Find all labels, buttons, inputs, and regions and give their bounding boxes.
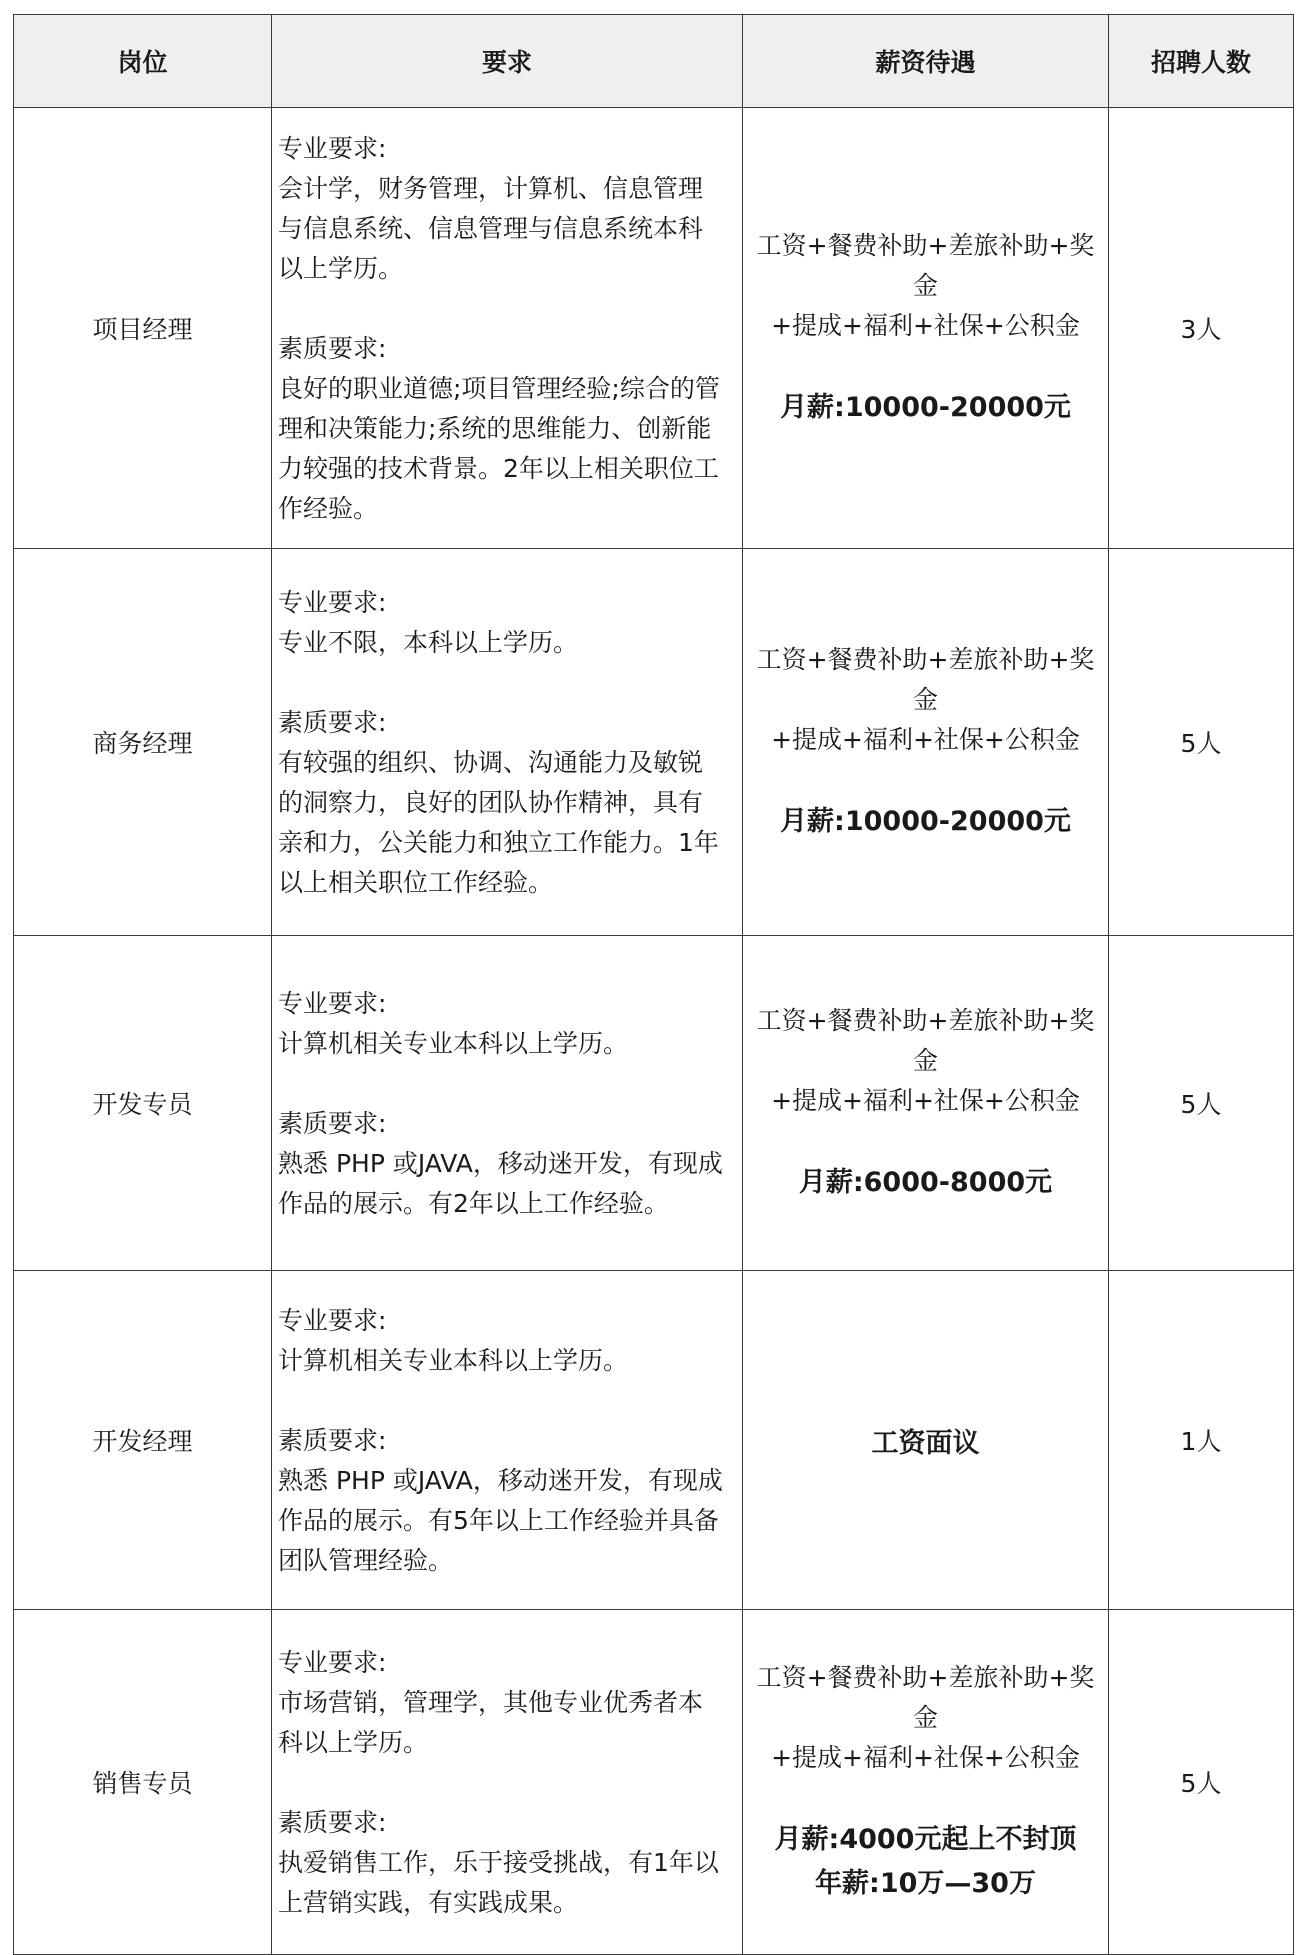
blank-line xyxy=(278,1381,736,1421)
requirement-line: 的洞察力，良好的团队协作精神，具有 xyxy=(278,788,704,817)
requirement-line: 素质要求: xyxy=(278,334,387,363)
blank-line xyxy=(747,1778,1104,1818)
recruitment-table xyxy=(13,14,1294,1955)
requirement-line: 团队管理经验。 xyxy=(278,1546,454,1575)
requirement-line: 熟悉 PHP 或JAVA，移动迷开发，有现成 xyxy=(278,1466,723,1495)
salary-amount: 月薪:4000元起上不封顶 xyxy=(774,1824,1077,1855)
header-requirements: 要求 xyxy=(272,15,743,108)
salary-amount: 月薪:6000-8000元 xyxy=(798,1167,1053,1198)
salary-cell xyxy=(743,549,1109,936)
requirement-line: 良好的职业道德;项目管理经验;综合的管 xyxy=(278,374,720,403)
requirement-line: 科以上学历。 xyxy=(278,1728,429,1757)
requirement-line: 计算机相关专业本科以上学历。 xyxy=(278,1029,629,1058)
salary-amount: 月薪:10000-20000元 xyxy=(780,392,1071,423)
requirement-line: 专业要求: xyxy=(278,134,387,163)
requirement-line: 与信息系统、信息管理与信息系统本科 xyxy=(278,214,704,243)
requirement-line: 素质要求: xyxy=(278,708,387,737)
requirement-line: 专业要求: xyxy=(278,989,387,1018)
requirement-line: 执爱销售工作，乐于接受挑战，有1年以 xyxy=(278,1848,719,1877)
salary-benefit-line: +提成+福利+社保+公积金 xyxy=(771,311,1080,340)
count-cell: 5人 xyxy=(1109,1610,1294,1955)
requirement-line: 理和决策能力;系统的思维能力、创新能 xyxy=(278,414,712,443)
requirement-line: 以上学历。 xyxy=(278,254,404,283)
header-row xyxy=(14,15,1294,108)
requirement-line: 作品的展示。有2年以上工作经验。 xyxy=(278,1189,669,1218)
requirement-line: 素质要求: xyxy=(278,1426,387,1455)
requirement-line: 有较强的组织、协调、沟通能力及敏锐 xyxy=(278,748,704,777)
count-cell: 5人 xyxy=(1109,549,1294,936)
header-position: 岗位 xyxy=(14,15,272,108)
salary-negotiable: 工资面议 xyxy=(871,1427,980,1459)
salary-cell xyxy=(743,1610,1109,1955)
requirement-line: 素质要求: xyxy=(278,1109,387,1138)
blank-line xyxy=(278,1064,736,1104)
salary-cell xyxy=(743,1271,1109,1610)
requirement-line: 市场营销，管理学，其他专业优秀者本 xyxy=(278,1688,704,1717)
requirement-line: 会计学，财务管理，计算机、信息管理 xyxy=(278,174,704,203)
position-cell: 项目经理 xyxy=(14,108,272,549)
header-count: 招聘人数 xyxy=(1109,15,1294,108)
salary-benefit-line: 工资+餐费补助+差旅补助+奖金 xyxy=(756,645,1095,714)
requirements-cell xyxy=(272,936,743,1271)
salary-benefit-line: 工资+餐费补助+差旅补助+奖金 xyxy=(756,1006,1095,1075)
position-cell: 开发专员 xyxy=(14,936,272,1271)
blank-line xyxy=(747,1121,1104,1161)
salary-cell xyxy=(743,936,1109,1271)
salary-amount: 年薪:10万—30万 xyxy=(815,1868,1036,1899)
requirement-line: 上营销实践，有实践成果。 xyxy=(278,1888,579,1917)
requirement-line: 熟悉 PHP 或JAVA，移动迷开发，有现成 xyxy=(278,1149,723,1178)
requirement-line: 力较强的技术背景。2年以上相关职位工 xyxy=(278,454,719,483)
salary-benefit-line: 工资+餐费补助+差旅补助+奖金 xyxy=(756,231,1095,300)
requirement-line: 专业不限，本科以上学历。 xyxy=(278,628,579,657)
blank-line xyxy=(278,1763,736,1803)
requirement-line: 专业要求: xyxy=(278,588,387,617)
position-cell: 销售专员 xyxy=(14,1610,272,1955)
count-cell: 5人 xyxy=(1109,936,1294,1271)
salary-cell xyxy=(743,108,1109,549)
blank-line xyxy=(747,760,1104,800)
table-row xyxy=(14,1610,1294,1955)
salary-amount: 月薪:10000-20000元 xyxy=(780,806,1071,837)
table-row xyxy=(14,549,1294,936)
table-row xyxy=(14,936,1294,1271)
requirement-line: 以上相关职位工作经验。 xyxy=(278,868,554,897)
requirement-line: 作品的展示。有5年以上工作经验并具备 xyxy=(278,1506,719,1535)
salary-benefit-line: +提成+福利+社保+公积金 xyxy=(771,725,1080,754)
requirement-line: 专业要求: xyxy=(278,1306,387,1335)
requirement-line: 专业要求: xyxy=(278,1648,387,1677)
count-cell: 1人 xyxy=(1109,1271,1294,1610)
requirement-line: 亲和力，公关能力和独立工作能力。1年 xyxy=(278,828,719,857)
requirement-line: 作经验。 xyxy=(278,494,379,523)
table-row xyxy=(14,108,1294,549)
salary-benefit-line: +提成+福利+社保+公积金 xyxy=(771,1086,1080,1115)
table-row xyxy=(14,1271,1294,1610)
blank-line xyxy=(278,663,736,703)
requirement-line: 计算机相关专业本科以上学历。 xyxy=(278,1346,629,1375)
position-cell: 商务经理 xyxy=(14,549,272,936)
blank-line xyxy=(747,346,1104,386)
header-salary: 薪资待遇 xyxy=(743,15,1109,108)
salary-benefit-line: +提成+福利+社保+公积金 xyxy=(771,1743,1080,1772)
table-body xyxy=(14,108,1294,1955)
requirements-cell xyxy=(272,1271,743,1610)
requirement-line: 素质要求: xyxy=(278,1808,387,1837)
position-cell: 开发经理 xyxy=(14,1271,272,1610)
blank-line xyxy=(278,289,736,329)
recruitment-table-wrapper xyxy=(13,14,1293,1955)
requirements-cell xyxy=(272,108,743,549)
requirements-cell xyxy=(272,1610,743,1955)
count-cell: 3人 xyxy=(1109,108,1294,549)
requirements-cell xyxy=(272,549,743,936)
salary-benefit-line: 工资+餐费补助+差旅补助+奖金 xyxy=(756,1663,1095,1732)
